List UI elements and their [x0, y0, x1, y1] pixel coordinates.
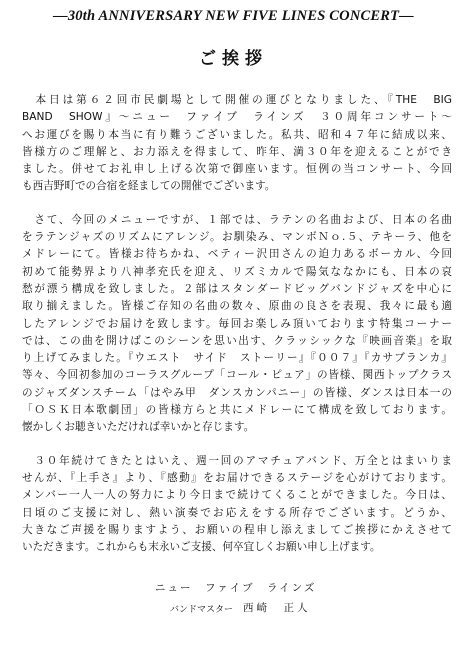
text-line: いただきます。これからも末永いご支援、何卒宜しくお願い申し上げます。: [22, 541, 381, 554]
band-name: ニュー ファイブ ラインズ: [155, 582, 317, 594]
text-line: したアレンジでお届けを致します。毎回お楽しみ頂いております特集コーナー: [22, 317, 452, 330]
text-line: 懐かしくお聴きいただければ幸いかと存じます。: [22, 421, 255, 434]
text-line: 初めて能勢界より八神孝充氏を迎え、リズミカルで陽気ななかにも、日本の哀: [22, 265, 452, 278]
text-line: BAND SHOW』〜ニュー ファイブ ラインズ ３０周年コンサート〜: [22, 111, 452, 124]
text-line: せんが、『上手さ』より、『感動』をお届けできるステージを心がけております。: [22, 471, 452, 484]
text-line: メンバー一人一人の努力により今日まで続けてくることができました。今日は、: [22, 489, 452, 502]
text-line: のジャズダンスチーム「はやみ甲 ダンスカンパニー」の皆様、ダンスは日本一の: [22, 386, 452, 399]
greeting-body: [22, 92, 452, 572]
paragraph-closing: [22, 453, 452, 557]
text-line: 「ＯＳＫ日本歌劇団」の皆様方らと共にメドレーにて構成を致しております。: [22, 404, 452, 417]
text-line: メドレーにて。皆様お待ちかね、ベティー沢田さんの迫力あるボーカル、今回: [22, 248, 452, 261]
text-line: さて、今回のメニューですが、１部では、ラテンの名曲および、日本の名曲: [22, 213, 452, 226]
text-line: 愁が漂う構成を致しました。２部はスタンダードビッグバンドジャズを中心に: [22, 282, 452, 295]
text-line: 大きなご声援を賜りますよう、お願いの程申し添えましてご挨拶にかえさせて: [22, 523, 452, 536]
text-line: 本日は第６２回市民劇場として開催の運びとなりました、『THE BIG: [22, 94, 452, 106]
band-master-name: 西崎 正人: [243, 602, 311, 614]
text-line: 取り揃えました。皆様ご存知の名曲の数々、原曲の良さを表現、我々に最も適: [22, 300, 452, 313]
text-line: 皆様方のご理解と、お力添えを得まして、昨年、満３０年を迎えることができ: [22, 145, 452, 158]
text-line: では、この曲を開けばこのシーンを思い出す、クラッシックな『映画音楽』を取: [22, 334, 452, 347]
paragraph-intro: [22, 92, 452, 196]
text-line: へお運びを賜り本当に有り難うございました。私共、昭和４７年に結成以来、: [22, 128, 452, 141]
text-line: をラテンジャズのリズムにアレンジ。お馴染み、マンボＮｏ.５、テキーラ、他を: [22, 231, 452, 244]
band-master-role: バンドマスター: [170, 605, 234, 615]
text-line: ました。併せてお礼申し上げる次第で御座います。恒例の当コンサート、今回: [22, 163, 452, 176]
text-line: り上げてみました。『ウエスト サイド ストーリー』『００７』『カサブランカ』: [22, 352, 452, 365]
text-line: ３０年続けてきたとはいえ、週一回のアマチュアバンド、万全とはまいりま: [22, 454, 452, 467]
paragraph-program: [22, 212, 452, 437]
greeting-heading: ご挨拶: [199, 49, 268, 69]
concert-title: —30th ANNIVERSARY NEW FIVE LINES CONCERT—: [53, 8, 414, 24]
text-line: も西吉野町での合宿を経ましての開催でございます。: [22, 180, 276, 193]
text-line: 等々、今回初参加のコーラスグループ「コール・ピュア」の皆様、関西トップクラス: [22, 369, 452, 382]
text-line: 日頃のご支援に対し、熱い演奏でお応えをする所存でございます。どうか、: [22, 506, 452, 519]
